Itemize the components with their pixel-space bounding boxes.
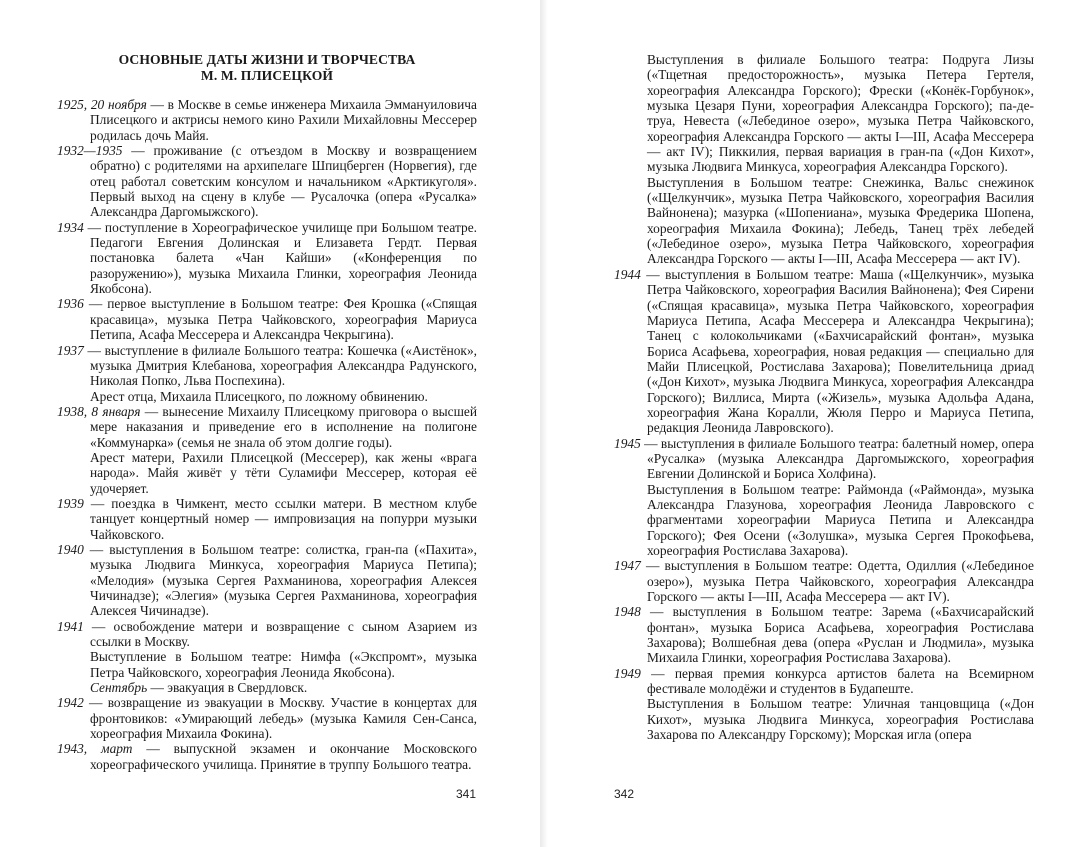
chronology-entry: [57, 542, 477, 619]
entry-text: — поступление в Хореографическое училище при Большом театре. Педагоги Евгения Долинская и Елизавета Гердт. Первая постановка балета «Чан Кайши» («Конференция по разоружению»), музыка Михаила Глинки, хореография Леонида Якобсона).: [83, 219, 477, 297]
entry-text: Арест матери, Рахили Плисецкой (Мессерер), как жены «врага народа». Майя живёт у тёти Суламифи Мессерер, которая её удочеряет.: [90, 449, 477, 496]
right-page: [548, 0, 1091, 847]
chronology-text: [614, 52, 1034, 742]
entry-date: 1941: [57, 618, 84, 634]
entry-text: — возвращение из эвакуации в Москву. Участие в концертах для фронтовиков: «Умирающий лебедь» (музыка Камиля Сен-Санса, хореография Михаила Фокина).: [83, 695, 477, 742]
entry-date: 1942: [57, 695, 84, 711]
page-number: 341: [456, 787, 477, 801]
entry-date: 1944: [614, 266, 641, 282]
chronology-entry: [57, 343, 477, 389]
entry-date: 1936: [57, 296, 84, 312]
entry-text: Арест отца, Михаила Плисецкого, по ложному обвинению.: [90, 388, 428, 404]
entry-text: — выступления в Большом театре: Маша («Щелкунчик», музыка Петра Чайковского, хореография Василия Вайнонена); Фея Сирени («Спящая красавица», музыка Петра Чайковского, хореография Мариуса Петипа, Асафа Мессерера и Александра Чекрыгина); Танец с колокольчиками («Бахчисарайский фонтан», музыка Бориса Асафьева, хореография, новая редакция — специально для Майи Плисецкой, Ростислава Захарова); Повелительница дриад («Дон Кихот», музыка Людвига Минкуса, хореография Александра Горского); Виллиса, Мирта («Жизель», музыка Адольфа Адана, хореография Жана Коралли, Жюля Перро и Мариуса Петипа, редакция Леонида Лавровского).: [640, 266, 1034, 436]
chronology-entry: [57, 143, 477, 220]
chronology-entry: [57, 619, 477, 650]
chronology-entry: [57, 649, 477, 680]
entry-text: — вынесение Михаилу Плисецкому приговора о высшей мере наказания и приведение его в исполнение на полигоне «Коммунарка» (семья не знала об этом долгие годы).: [90, 403, 477, 450]
entry-date: 1940: [57, 541, 84, 557]
chronology-entry: [57, 496, 477, 542]
entry-date: 1943, март: [57, 741, 133, 757]
entry-date: Сентябрь: [90, 680, 148, 696]
entry-text: Выступления в филиале Большого театра: Подруга Лизы («Тщетная предосторожность», музыка Петера Гертеля, хореография Александра Горского); Фрески («Конёк-Горбунок», музыка Цезаря Пуни, хореография Александра Горского); па-де-труа, Невеста («Лебединое озеро», музыка Петра Чайковского, хореография Александра Горского — акты I—III, Асафа Мессерера — акт IV); Пиккилия, первая вариация в гран-па («Дон Кихот», музыка Людвига Минкуса, хореография Александра Горского).: [647, 52, 1034, 175]
entry-text: — выступления в филиале Большого театра: балетный номер, опера «Русалка» (музыка Александра Даргомыжского, хореография Евгении Долинской и Бориса Холфина).: [640, 435, 1034, 482]
entry-date: 1949: [614, 665, 641, 681]
chronology-entry: [614, 52, 1034, 175]
entry-text: — выступления в Большом театре: Зарема («Бахчисарайский фонтан», музыка Бориса Асафьева, хореография Ростислава Захарова); Волшебная дева (опера «Руслан и Людмила», музыка Михаила Глинки, хореография Ростислава Захарова).: [640, 604, 1034, 666]
chronology-entry: [614, 436, 1034, 482]
page-number: 342: [614, 787, 635, 801]
chronology-text: [57, 97, 477, 772]
entry-date: 1934: [57, 219, 84, 235]
chronology-entry: [57, 97, 477, 143]
entry-text: — в Москве в семье инженера Михаила Эммануиловича Плисецкого и актрисы немого кино Рахили Михайловны Мессерер родилась дочь Майя.: [90, 97, 477, 143]
left-page: [0, 0, 540, 847]
chronology-entry: [614, 604, 1034, 665]
entry-text: — выпускной экзамен и окончание Московского хореографического училища. Принятие в труппу Большого театра.: [90, 741, 477, 772]
book-gutter: [540, 0, 548, 847]
entry-date: 1945: [614, 435, 641, 451]
entry-date: 1948: [614, 604, 641, 620]
entry-text: — первая премия конкурса артистов балета на Всемирном фестивале молодёжи и студентов в Будапеште.: [640, 665, 1034, 697]
entry-date: 1938, 8 января: [57, 403, 141, 419]
entry-text: Выступления в Большом театре: Уличная танцовщица («Дон Кихот», музыка Людвига Минкуса, хореография Ростислава Захарова по Александру Горскому); Морская игла (опера: [647, 696, 1034, 743]
chronology-entry: [614, 696, 1034, 742]
entry-text: Выступления в Большом театре: Раймонда («Раймонда», музыка Александра Глазунова, хореография Леонида Лавровского с фрагментами хореографии Мариуса Петипа и Александра Горского); Фея Осени («Золушка», музыка Сергея Прокофьева, хореография Ростислава Захарова).: [647, 481, 1034, 558]
title-line-1: ОСНОВНЫЕ ДАТЫ ЖИЗНИ И ТВОРЧЕСТВА: [118, 52, 416, 67]
chronology-entry: [614, 482, 1034, 559]
entry-date: 1932—1935: [57, 143, 123, 159]
entry-text: — первое выступление в Большом театре: Фея Крошка («Спящая красавица», музыка Петра Чайковского, хореография Мариуса Петипа, Асафа Мессерера и Александра Чекрыгина).: [83, 296, 477, 343]
title-line-2: М. М. ПЛИСЕЦКОЙ: [200, 68, 334, 83]
chronology-entry: [614, 267, 1034, 436]
entry-text: — проживание (с отъездом в Москву и возвращением обратно) с родителями на архипелаге Шпицберген (Норвегия), где отец работал советским консулом и начальником «Арктикуголя». Первый выход на сцену в клубе — Русалочка (опера «Русалка» Александра Даргомыжского).: [90, 143, 477, 220]
entry-date: 1939: [57, 495, 84, 511]
chronology-entry: [57, 450, 477, 496]
chronology-entry: [57, 220, 477, 297]
chronology-entry: [614, 175, 1034, 267]
page-title: [57, 52, 477, 84]
entry-date: 1925, 20 ноября: [57, 97, 147, 112]
chronology-entry: [57, 296, 477, 342]
chronology-entry: [57, 741, 477, 772]
chronology-entry: [614, 666, 1034, 697]
chronology-entry: [57, 695, 477, 741]
entry-text: — выступления в Большом театре: Одетта, Одиллия («Лебединое озеро»), музыка Петра Чайковского, хореография Александра Горского — акты I—III, Асафа Мессерера — акт IV).: [640, 558, 1034, 605]
entry-date: 1937: [57, 342, 84, 358]
chronology-entry: [57, 680, 477, 695]
entry-text: — выступление в филиале Большого театра: Кошечка («Аистёнок», музыка Дмитрия Клебанова, хореография Александра Радунского, Николая Попко, Льва Поспехина).: [83, 342, 477, 389]
entry-text: Выступление в Большом театре: Нимфа («Экспромт», музыка Петра Чайковского, хореография Леонида Якобсона).: [90, 649, 477, 680]
entry-text: — освобождение матери и возвращение с сыном Азарием из ссылки в Москву.: [83, 618, 477, 650]
entry-text: — поездка в Чимкент, место ссылки матери. В местном клубе танцует концертный номер — импровизация на попурри музыки Чайковского.: [83, 495, 477, 542]
entry-text: — выступления в Большом театре: солистка, гран-па («Пахита», музыка Людвига Минкуса, хореография Мариуса Петипа); «Мелодия» (музыка Сергея Рахманинова, хореография Алексея Чичинадзе); «Элегия» (музыка Сергея Рахманинова, хореография Алексея Чичинадзе).: [83, 541, 477, 619]
chronology-entry: [57, 404, 477, 450]
entry-text: Выступления в Большом театре: Снежинка, Вальс снежинок («Щелкунчик», музыка Петра Чайковского, хореография Василия Вайнонена); мазурка («Шопениана», музыка Фредерика Шопена, хореография Михаила Фокина); Лебедь, Танец трёх лебедей («Лебединое озеро», музыка Петра Чайковского, хореография Александра Горского — акты I—III, Асафа Мессерера — акт IV).: [647, 174, 1034, 267]
chronology-entry: [57, 389, 477, 404]
entry-date: 1947: [614, 558, 641, 574]
chronology-entry: [614, 558, 1034, 604]
entry-text: — эвакуация в Свердловск.: [147, 680, 308, 696]
